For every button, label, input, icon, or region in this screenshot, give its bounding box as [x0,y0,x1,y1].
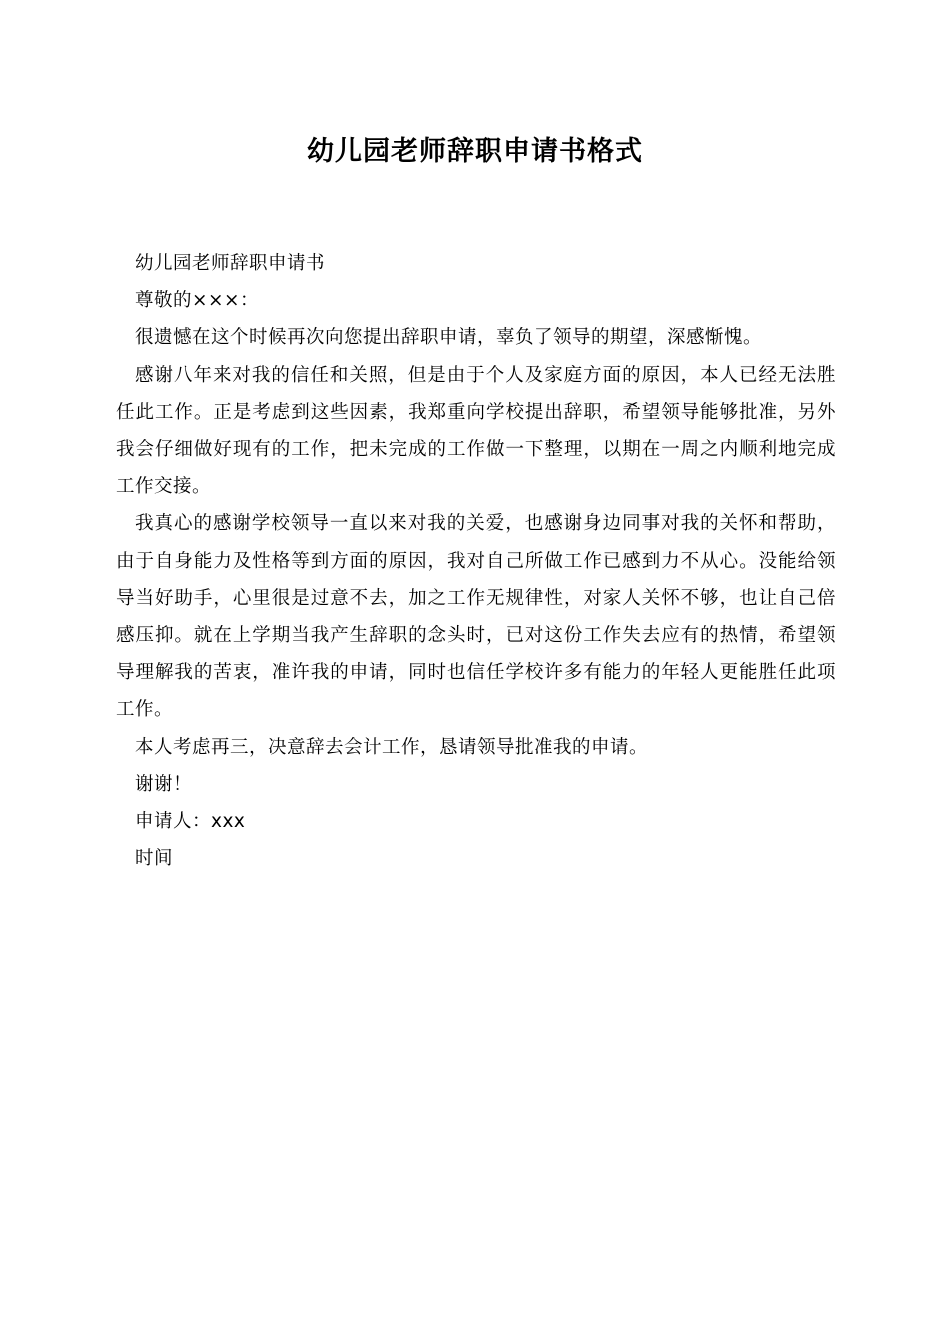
letter-heading: 幼儿园老师辞职申请书 [135,253,326,274]
date-line: 时间 [135,848,174,870]
body-paragraph-4: 本人考虑再三，决意辞去会计工作，恳请领导批准我的申请。 [135,736,649,758]
closing-thanks: 谢谢！ [135,773,193,795]
applicant-signature: 申请人：xxx [135,811,246,833]
body-paragraph-1: 很遗憾在这个时候再次向您提出辞职申请，辜负了领导的期望，深感惭愧。 [135,327,763,349]
document-title: 幼儿园老师辞职申请书格式 [307,136,643,167]
body-paragraph-2: 感谢八年来对我的信任和关照，但是由于个人及家庭方面的原因，本人已经无法胜任此工作。正是考虑到这些因素，我郑重向学校提出辞职，希望领导能够批准，另外我会仔细做好现有的工作，把未完成的工作做一下整理，以期在一周之内顺利地完成工作交接。 [116,364,836,498]
body-paragraph-3: 我真心的感谢学校领导一直以来对我的关爱，也感谢身边同事对我的关怀和帮助，由于自身能力及性格等到方面的原因，我对自己所做工作已感到力不从心。没能给领导当好助手，心里很是过意不去，加之工作无规律性，对家人关怀不够，也让自己倍感压抑。就在上学期当我产生辞职的念头时，已对这份工作失去应有的热情，希望领导理解我的苦衷，准许我的申请，同时也信任学校许多有能力的年轻人更能胜任此项工作。 [116,513,836,721]
document-body [116,245,836,877]
salutation: 尊敬的×××： [135,290,260,312]
